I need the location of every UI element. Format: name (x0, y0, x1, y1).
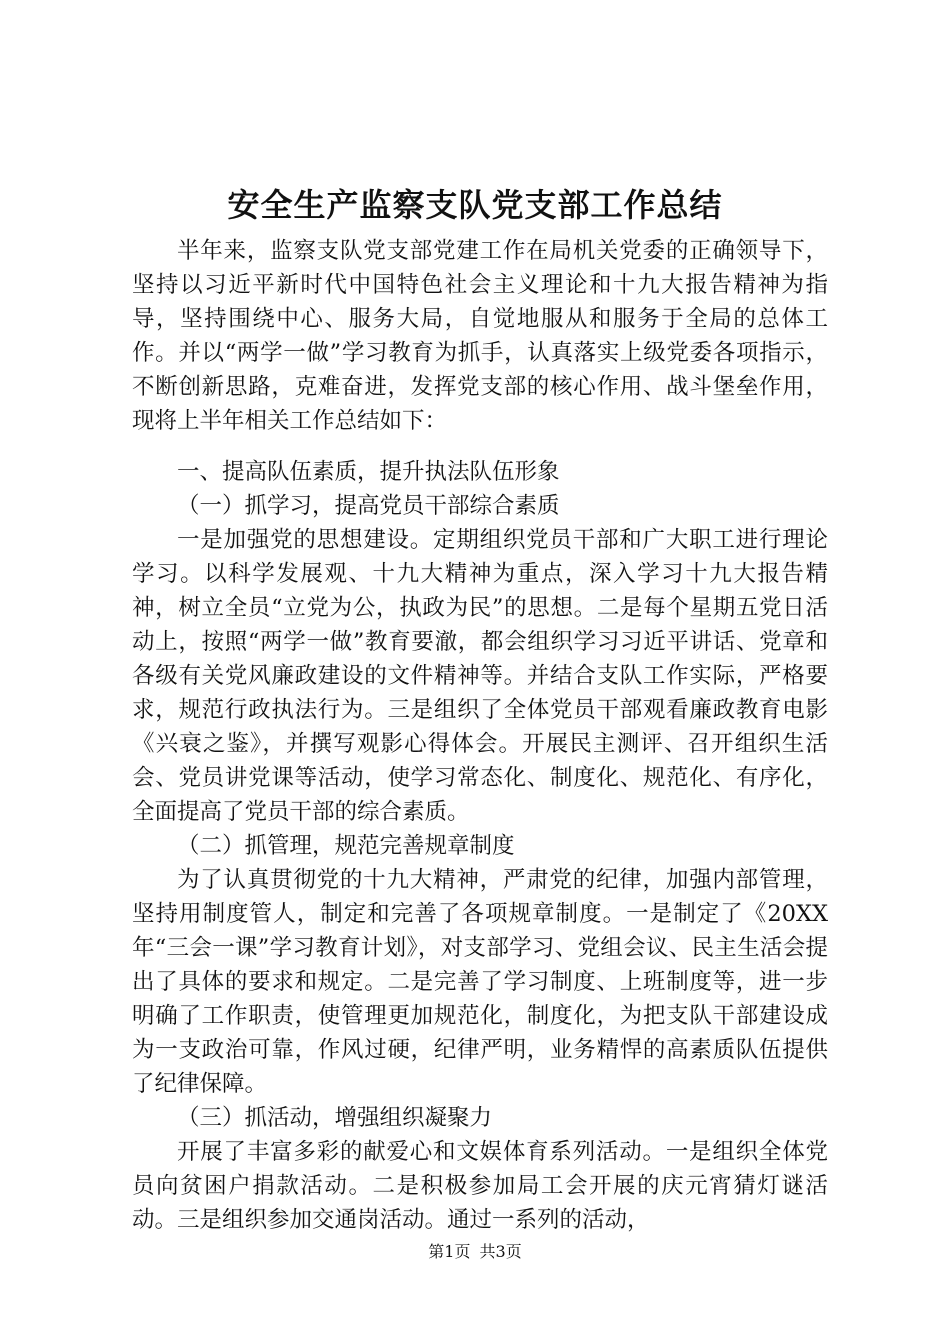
subsection-heading-2: （二）抓管理，规范完善规章制度 (177, 833, 515, 859)
page-footer (0, 1241, 950, 1263)
subsection-heading-1: （一）抓学习，提高党员干部综合素质 (177, 493, 560, 519)
page-number: 第1页 (428, 1242, 471, 1261)
body-paragraph-study: 一是加强党的思想建设。定期组织党员干部和广大职工进行理论学习。以科学发展观、十九大精神为重点，深入学习十九大报告精神，树立全员“立党为公，执政为民”的思想。二是每个星期五党日活动上，按照“两学一做”教育要澈，都会组织学习习近平讲话、党章和各级有关党风廉政建设的文件精神等。并结合支队工作实际，严格要求，规范行政执法行为。三是组织了全体党员干部观看廉政教育电影《兴衰之鉴》，并撰写观影心得体会。开展民主测评、召开组织生活会、党员讲党课等活动，使学习常态化、制度化、规范化、有序化，全面提高了党员干部的综合素质。 (132, 527, 828, 825)
subsection-heading-3: （三）抓活动，增强组织凝聚力 (177, 1105, 493, 1131)
body-paragraph-management: 为了认真贯彻党的十九大精神，严肃党的纪律，加强内部管理，坚持用制度管人，制定和完善了各项规章制度。一是制定了《20XX年“三会一课”学习教育计划》，对支部学习、党组会议、民主生活会提出了具体的要求和规定。二是完善了学习制度、上班制度等，进一步明确了工作职责，使管理更加规范化，制度化，为把支队干部建设成为一支政治可靠，作风过硬，纪律严明，业务精悍的高素质队伍提供了纪律保障。 (132, 867, 828, 1097)
intro-paragraph: 半年来，监察支队党支部党建工作在局机关党委的正确领导下，坚持以习近平新时代中国特色社会主义理论和十九大报告精神为指导，坚持围绕中心、服务大局，自觉地服从和服务于全局的总体工作。并以“两学一做”学习教育为抓手，认真落实上级党委各项指示，不断创新思路，克难奋进，发挥党支部的核心作用、战斗堡垒作用，现将上半年相关工作总结如下： (132, 238, 828, 434)
section-heading-1: 一、提高队伍素质，提升执法队伍形象 (177, 459, 560, 485)
page-total: 共3页 (479, 1242, 522, 1261)
document-title: 安全生产监察支队党支部工作总结 (227, 186, 723, 224)
body-paragraph-activities: 开展了丰富多彩的献爱心和文娱体育系列活动。一是组织全体党员向贫困户捐款活动。二是积极参加局工会开展的庆元宵猜灯谜活动。三是组织参加交通岗活动。通过一系列的活动， (132, 1139, 828, 1233)
document-body (132, 234, 828, 1237)
